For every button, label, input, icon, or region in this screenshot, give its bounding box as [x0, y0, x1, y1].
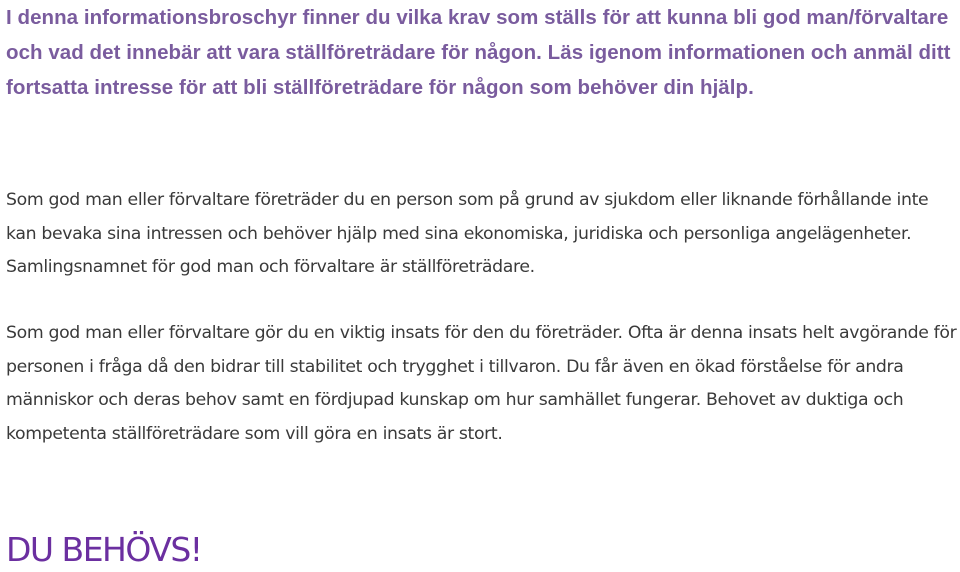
section-heading: DU BEHÖVS! [6, 530, 202, 569]
body-paragraph-role-description: Som god man eller förvaltare företräder du en person som på grund av sjukdom eller liknande förhållande inte kan bevaka sina intressen och behöver hjälp med sina ekonomiska, juridiska och personliga angelägenheter. Samlingsnamnet för god man och förvaltare är ställföreträdare. [6, 190, 929, 277]
intro-paragraph: I denna informationsbroschyr finner du vilka krav som ställs för att kunna bli god man/förvaltare och vad det innebär att vara ställföreträdare för någon. Läs igenom informationen och anmäl ditt fortsatta intresse för att bli ställföreträdare för någon som behöver din hjälp. [6, 6, 951, 99]
body-paragraph-contribution: Som god man eller förvaltare gör du en viktig insats för den du företräder. Ofta är denna insats helt avgörande för personen i fråga då den bidrar till stabilitet och trygghet i tillvaron. Du får även en ökad förståelse för andra människor och deras behov samt en fördjupad kunskap om hur samhället fungerar. Behovet av duktiga och kompetenta ställföreträdare som vill göra en insats är stort. [6, 323, 957, 444]
document-page [6, 0, 956, 572]
